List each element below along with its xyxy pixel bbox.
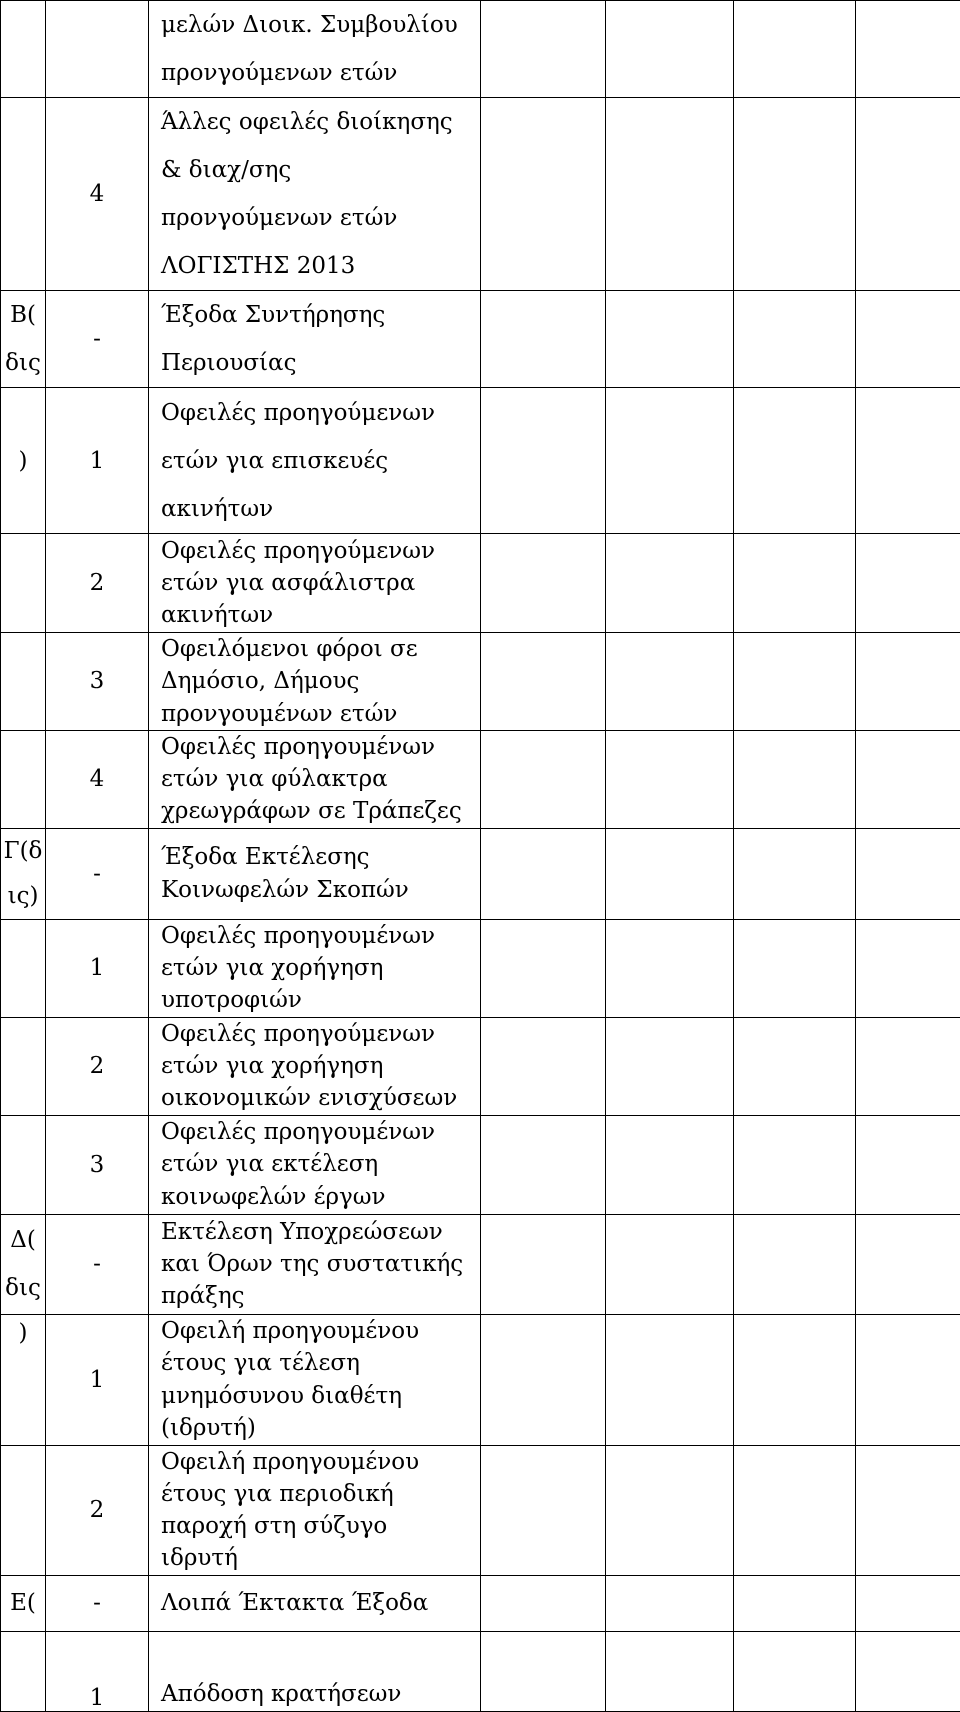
description-cell: Οφειλές προηγούμενων ετών για επισκευές ακινήτων [149,388,481,534]
table-row [1,1445,960,1575]
description-cell: Οφειλές προηγούμενων ετών για χορήγηση οικονομικών ενισχύσεων [149,1017,481,1115]
description-cell: Οφειλές προηγουμένων ετών για φύλακτρα χρεωγράφων σε Τράπεζες [149,730,481,828]
item-number: 4 [46,98,149,291]
item-number: 1 [46,1314,149,1445]
description-cell: Οφειλή προηγουμένου έτους για τέλεση μνημόσυνου διαθέτη (ιδρυτή) [149,1314,481,1445]
category-cell: Β( δις [1,291,46,388]
item-number: 1 [46,1631,149,1711]
category-cell [46,1,149,98]
category-cell: Ε( [1,1575,46,1631]
table-row [1,1017,960,1115]
description-cell: Οφειλές προηγουμένων ετών για χορήγηση υποτροφιών [149,919,481,1017]
item-number: 2 [46,1445,149,1575]
category-cell: ) [1,388,46,534]
table-row [1,730,960,828]
item-number: - [46,828,149,919]
item-number: 1 [46,388,149,534]
item-number: 2 [46,1017,149,1115]
table-row [1,919,960,1017]
description-cell: Άλλες οφειλές διοίκησης & διαχ/σης προνγούμενων ετών ΛΟΓΙΣΤΗΣ 2013 [149,98,481,291]
table-row [1,828,960,919]
description-cell: Οφειλές προηγούμενων ετών για ασφάλιστρα ακινήτων [149,534,481,633]
table-row [1,388,960,534]
description-cell: μελών Διοικ. Συμβουλίου προνγούμενων ετών [149,1,481,98]
table-row [1,98,960,291]
table-row [1,1314,960,1445]
table-row [1,1631,960,1711]
category-cell: ) [1,1314,46,1445]
table-row [1,1575,960,1631]
table-row [1,291,960,388]
item-number: 3 [46,633,149,731]
item-number: 1 [46,919,149,1017]
table-row [1,1,960,98]
description-cell: Οφειλές προηγουμένων ετών για εκτέλεση κοινωφελών έργων [149,1115,481,1214]
item-number: - [46,1214,149,1314]
item-number: - [46,1575,149,1631]
table-row [1,1115,960,1214]
description-cell: Λοιπά Έκτακτα Έξοδα [149,1575,481,1631]
item-number: 4 [46,730,149,828]
item-number: 2 [46,534,149,633]
description-cell: Οφειλόμενοι φόροι σε Δημόσιο, Δήμους προνγουμένων ετών [149,633,481,731]
description-cell: Έξοδα Συντήρησης Περιουσίας [149,291,481,388]
item-number: 3 [46,1115,149,1214]
table-row [1,1214,960,1314]
item-number: - [46,291,149,388]
table-row [1,534,960,633]
description-cell: Οφειλή προηγουμένου έτους για περιοδική παροχή στη σύζυγο ιδρυτή [149,1445,481,1575]
description-cell: Έξοδα Εκτέλεσης Κοινωφελών Σκοπών [149,828,481,919]
description-cell: Απόδοση κρατήσεων [149,1631,481,1711]
table-row [1,633,960,731]
category-cell: Δ( δις [1,1214,46,1314]
description-cell: Εκτέλεση Υποχρεώσεων και Όρων της συστατικής πράξης [149,1214,481,1314]
category-cell: Γ(δ ις) [1,828,46,919]
